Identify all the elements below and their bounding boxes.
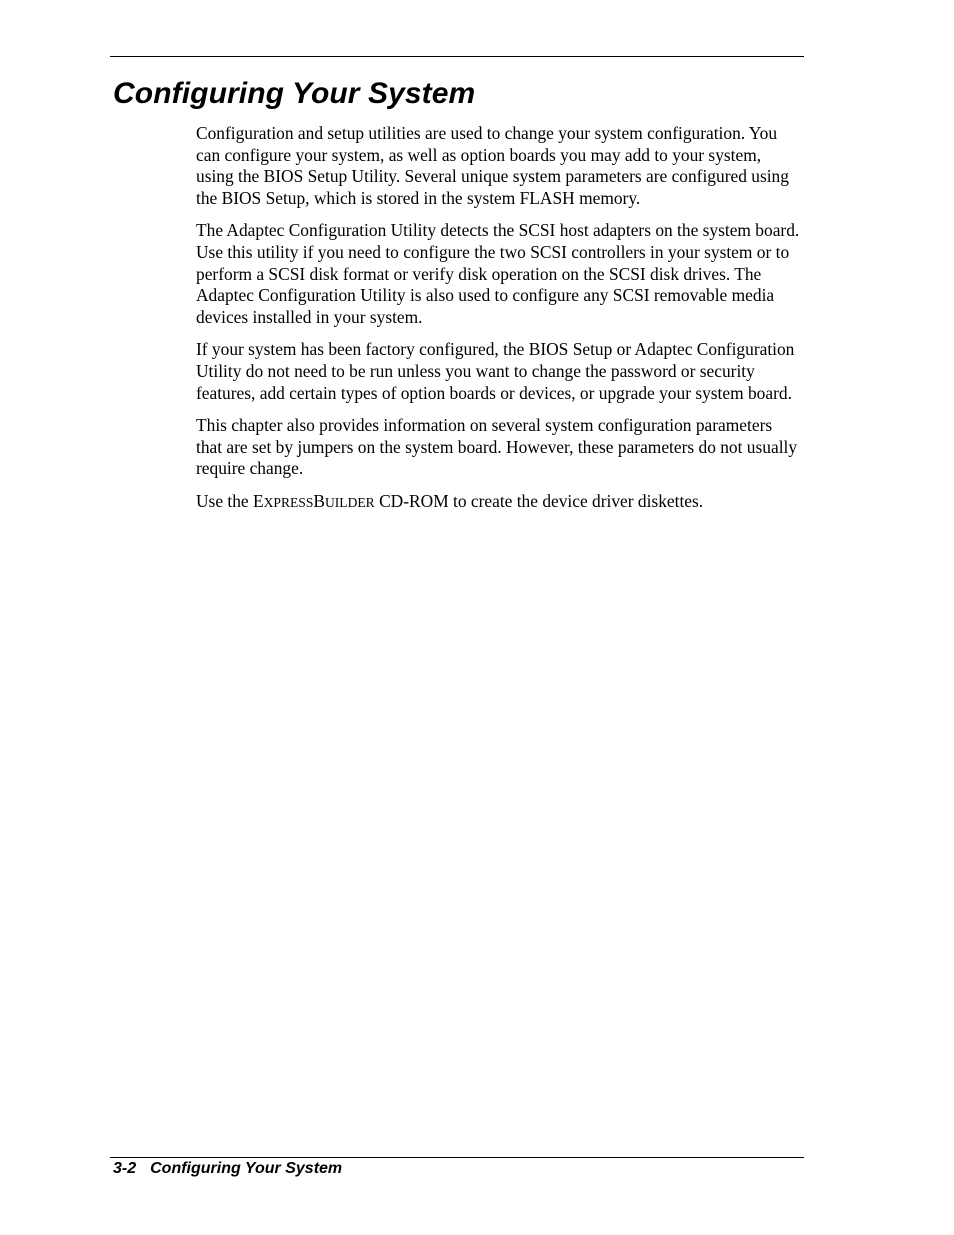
paragraph-adaptec-utility: The Adaptec Configuration Utility detects the SCSI host adapters on the system board. Use this utility if you need to configure the two SCSI controllers in your system or to perform a SCSI disk format or verify disk operation on the SCSI disk drives. The Adaptec Configuration Utility is also used to configure any SCSI removable media devices installed in your system. — [196, 220, 800, 327]
page-footer — [113, 1158, 342, 1180]
express-initial: E — [253, 490, 264, 511]
body-text — [196, 123, 800, 525]
expressbuilder-suffix: CD-ROM to create the device driver diskettes. — [374, 490, 704, 511]
expressbuilder-prefix: Use the — [196, 490, 253, 511]
builder-rest: UILDER — [325, 494, 375, 510]
paragraph-configuration-utilities: Configuration and setup utilities are used to change your system configuration. You can configure your system, as well as option boards you may add to your system, using the BIOS Setup Utility. Several unique system parameters are configured using the BIOS Setup, which is stored in the system FLASH memory. — [196, 123, 789, 208]
footer-page-number: 3-2 — [113, 1160, 137, 1177]
footer-section-title: Configuring Your System — [150, 1160, 343, 1177]
header-rule — [110, 56, 804, 57]
express-rest: XPRESS — [263, 494, 314, 510]
builder-initial: B — [313, 490, 325, 511]
paragraph-jumpers: This chapter also provides information on several system configuration parameters that are set by jumpers on the system board. However, these parameters do not usually require change. — [196, 415, 798, 479]
paragraph-factory-configured: If your system has been factory configured, the BIOS Setup or Adaptec Configuration Utility do not need to be run unless you want to change the password or security features, add certain types of option boards or devices, or upgrade your system board. — [196, 339, 795, 403]
paragraph-expressbuilder — [196, 491, 800, 514]
page-title: Configuring Your System — [113, 77, 476, 110]
